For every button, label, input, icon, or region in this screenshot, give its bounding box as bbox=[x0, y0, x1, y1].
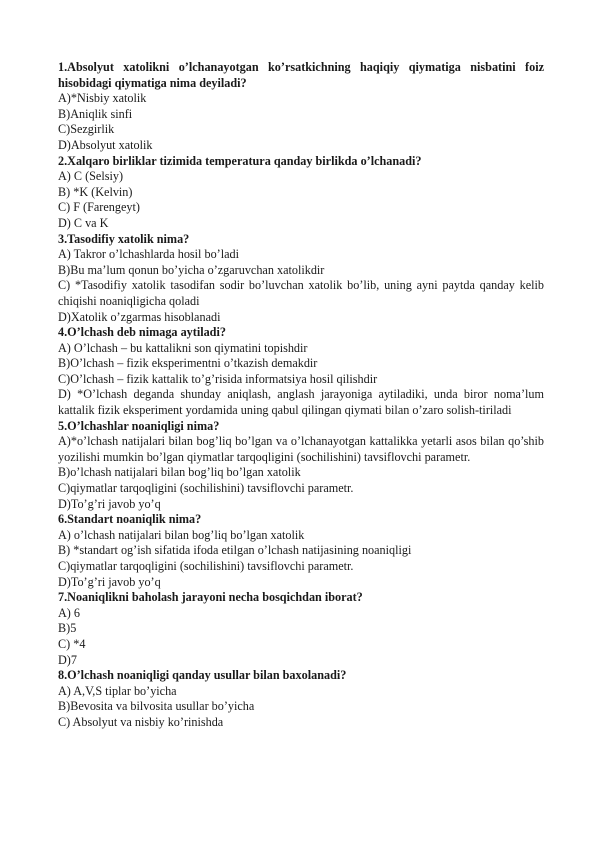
answer-8b: B)Bevosita va bilvosita usullar bo’yicha bbox=[58, 699, 255, 714]
answer-5d: D)To’g’ri javob yo’q bbox=[58, 496, 161, 511]
question-7: 7.Noaniqlikni baholash jarayoni necha bosqichdan iborat? bbox=[58, 590, 363, 605]
question-6: 6.Standart noaniqlik nima? bbox=[58, 512, 202, 527]
answer-1d: D)Absolyut xatolik bbox=[58, 137, 153, 152]
answer-6d: D)To’g’ri javob yo’q bbox=[58, 574, 161, 589]
answer-1c: C)Sezgirlik bbox=[58, 122, 115, 137]
answer-6b: B) *standart og’ish sifatida ifoda etilgan o’lchash natijasining noaniqligi bbox=[58, 543, 412, 558]
answer-2b: B) *K (Kelvin) bbox=[58, 184, 133, 199]
answer-8c: C) Absolyut va nisbiy ko’rinishda bbox=[58, 714, 224, 729]
answer-3c: C) *Tasodifiy xatolik tasodifan sodir bo’luvchan xatolik bo’lib, uning ayni paytda qanday kelib chiqishi noaniqligicha qoladi bbox=[58, 278, 544, 308]
answer-4d: D) *O’lchash deganda shunday aniqlash, anglash jarayoniga aytiladiki, unda biror noma’lum kattalik fizik eksperiment yordamida uning qabul qilingan qiymati bilan o’zaro solish-tiriladi bbox=[58, 387, 544, 418]
answer-3d: D)Xatolik o’zgarmas hisoblanadi bbox=[58, 309, 221, 324]
answer-7c: C) *4 bbox=[58, 636, 86, 651]
answer-4c: C)O’lchash – fizik kattalik to’g’risida informatsiya hosil qilishdir bbox=[58, 371, 378, 386]
answer-2d: D) C va K bbox=[58, 215, 109, 230]
answer-2a: A) C (Selsiy) bbox=[58, 169, 123, 184]
question-5: 5.O’lchashlar noaniqligi nima? bbox=[58, 418, 220, 433]
answer-6c: C)qiymatlar tarqoqligini (sochilishini) tavsiflovchi parametr. bbox=[58, 559, 354, 573]
answer-5c: C)qiymatlar tarqoqligini (sochilishini) tavsiflovchi parametr. bbox=[58, 481, 354, 496]
question-4: 4.O’lchash deb nimaga aytiladi? bbox=[58, 325, 226, 340]
answer-1b: B)Aniqlik sinfi bbox=[58, 106, 133, 121]
question-8: 8.O’lchash noaniqligi qanday usullar bilan baxolanadi? bbox=[58, 668, 347, 683]
question-3: 3.Tasodifiy xatolik nima? bbox=[58, 231, 190, 246]
answer-7a: A) 6 bbox=[58, 605, 81, 620]
answer-4a: A) O’lchash – bu kattalikni son qiymatini topishdir bbox=[58, 340, 308, 355]
answer-3b: B)Bu ma’lum qonun bo’yicha o’zgaruvchan xatolikdir bbox=[58, 262, 325, 277]
question-1: 1.Absolyut xatolikni o’lchanayotgan ko’rsatkichning haqiqiy qiymatiga nisbatini foiz hisobidagi qiymatiga nima deyiladi? bbox=[58, 60, 544, 90]
answer-7d: D)7 bbox=[58, 652, 77, 667]
answer-5b: B)o’lchash natijalari bilan bog’liq bo’lgan xatolik bbox=[58, 465, 301, 480]
answer-1a: A)*Nisbiy xatolik bbox=[58, 91, 147, 106]
answer-8a: A) A,V,S tiplar bo’yicha bbox=[58, 683, 177, 698]
answer-5a: A)*o’lchash natijalari bilan bog’liq bo’lgan va o’lchanayotgan kattalikka yetarli asos bilan qo’shib yozilishi mumkin bo’lgan qiymatlar tarqoqligini (sochilishini) tavsiflovchi parametr. bbox=[58, 434, 544, 464]
answer-7b: B)5 bbox=[58, 621, 77, 636]
document-page bbox=[58, 60, 544, 731]
question-2: 2.Xalqaro birliklar tizimida temperatura qanday birlikda o’lchanadi? bbox=[58, 153, 422, 168]
answer-6a: A) o’lchash natijalari bilan bog’liq bo’lgan xatolik bbox=[58, 527, 305, 542]
answer-2c: C) F (Farengeyt) bbox=[58, 200, 140, 215]
answer-4b: B)O’lchash – fizik eksperimentni o’tkazish demakdir bbox=[58, 356, 318, 371]
answer-3a: A) Takror o’lchashlarda hosil bo’ladi bbox=[58, 247, 240, 262]
